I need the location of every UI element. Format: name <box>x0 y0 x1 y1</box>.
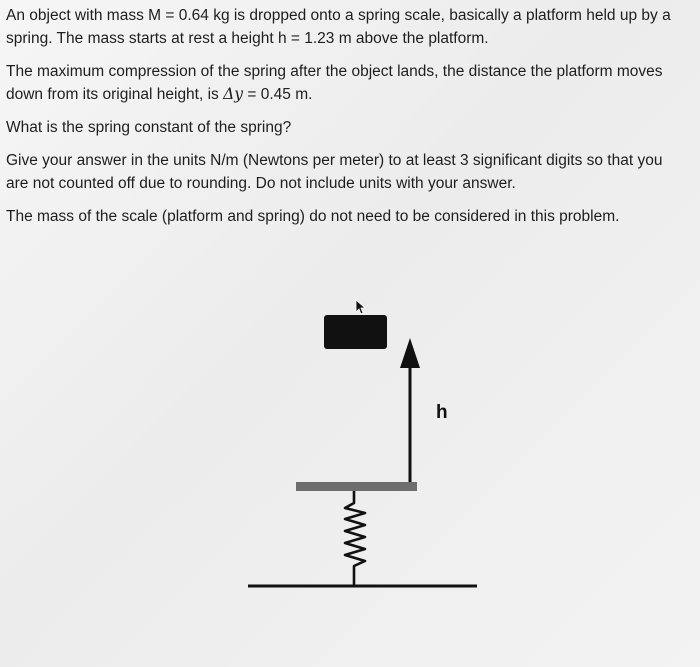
p4-line-1: Give your answer in the units N/m (Newtons per meter) to at least 3 significant digits so that you <box>6 152 663 169</box>
spring <box>345 491 365 586</box>
p2-line-2-post: = 0.45 m. <box>243 86 313 103</box>
p3-line: What is the spring constant of the spring? <box>6 119 292 136</box>
cursor-icon <box>356 300 365 314</box>
delta-y-symbol: Δy <box>223 85 244 103</box>
p2-line-2-pre: down from its original height, is <box>6 86 224 103</box>
height-label: h <box>436 402 448 423</box>
mass-block <box>324 315 387 349</box>
p5-line: The mass of the scale (platform and spring) do not need to be considered in this problem. <box>6 208 620 225</box>
platform <box>296 482 417 491</box>
p1-line-2: spring. The mass starts at rest a height h = 1.23 m above the platform. <box>6 30 489 47</box>
p1-line-1: An object with mass M = 0.64 kg is dropped onto a spring scale, basically a platform held up by a <box>6 7 671 24</box>
p4-line-2: are not counted off due to rounding. Do not include units with your answer. <box>6 175 516 192</box>
height-arrow-head <box>400 338 420 368</box>
p2-line-1: The maximum compression of the spring after the object lands, the distance the platform moves <box>6 63 663 80</box>
